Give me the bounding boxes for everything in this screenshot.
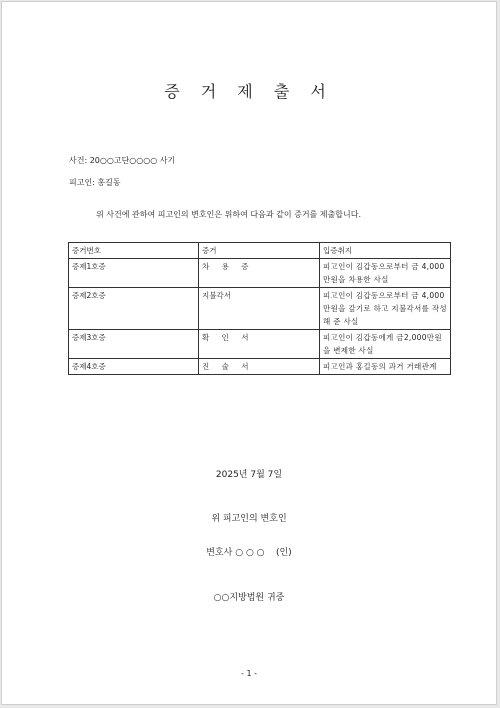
table-row — [69, 359, 451, 375]
submission-date: 2025년 7월 7일 — [215, 470, 283, 480]
header-purpose: 입증취지 — [320, 243, 451, 259]
table-row — [69, 259, 451, 288]
evidence-number: 증제4호증 — [69, 359, 199, 375]
table-row — [69, 330, 451, 359]
page-number: - 1 - — [241, 669, 257, 678]
court-addressee: ○○지방법원 귀중 — [213, 593, 285, 603]
evidence-purpose: 피고인이 김갑동으로부터 금 4,000만원을 갚기로 하고 지불각서를 작성해 준 사실 — [320, 288, 451, 330]
case-line: 사건: 20○○고단○○○○ 사기 — [69, 156, 176, 165]
evidence-purpose: 피고인이 김갑동으로부터 금 4,000만원을 차용한 사실 — [320, 259, 451, 288]
header-evidence: 증거 — [199, 243, 320, 259]
evidence-purpose: 피고인이 김갑동에게 금2,000만원을 변제한 사실 — [320, 330, 451, 359]
document-page — [1, 1, 497, 705]
table-header-row — [69, 243, 451, 259]
intro-sentence: 위 사건에 관하여 피고인의 변호인은 위하여 다음과 같이 증거를 제출합니다. — [96, 210, 361, 219]
defendant-line: 피고인: 홍길동 — [69, 178, 121, 187]
header-evidence-number: 증거번호 — [69, 243, 199, 259]
evidence-name: 진 술 서 — [199, 359, 320, 375]
evidence-name: 차 용 증 — [199, 259, 320, 288]
evidence-number: 증제1호증 — [69, 259, 199, 288]
evidence-table — [68, 242, 451, 375]
evidence-number: 증제3호증 — [69, 330, 199, 359]
signer-line: 변호사 ○ ○ ○ (인) — [206, 548, 292, 558]
evidence-name: 지불각서 — [199, 288, 320, 330]
submitter-role: 위 피고인의 변호인 — [211, 514, 287, 524]
evidence-number: 증제2호증 — [69, 288, 199, 330]
evidence-name: 확 인 서 — [199, 330, 320, 359]
evidence-purpose: 피고인과 홍길동의 과거 거래관계 — [320, 359, 451, 375]
document-title: 증 거 제 출 서 — [164, 82, 334, 101]
table-row — [69, 288, 451, 330]
